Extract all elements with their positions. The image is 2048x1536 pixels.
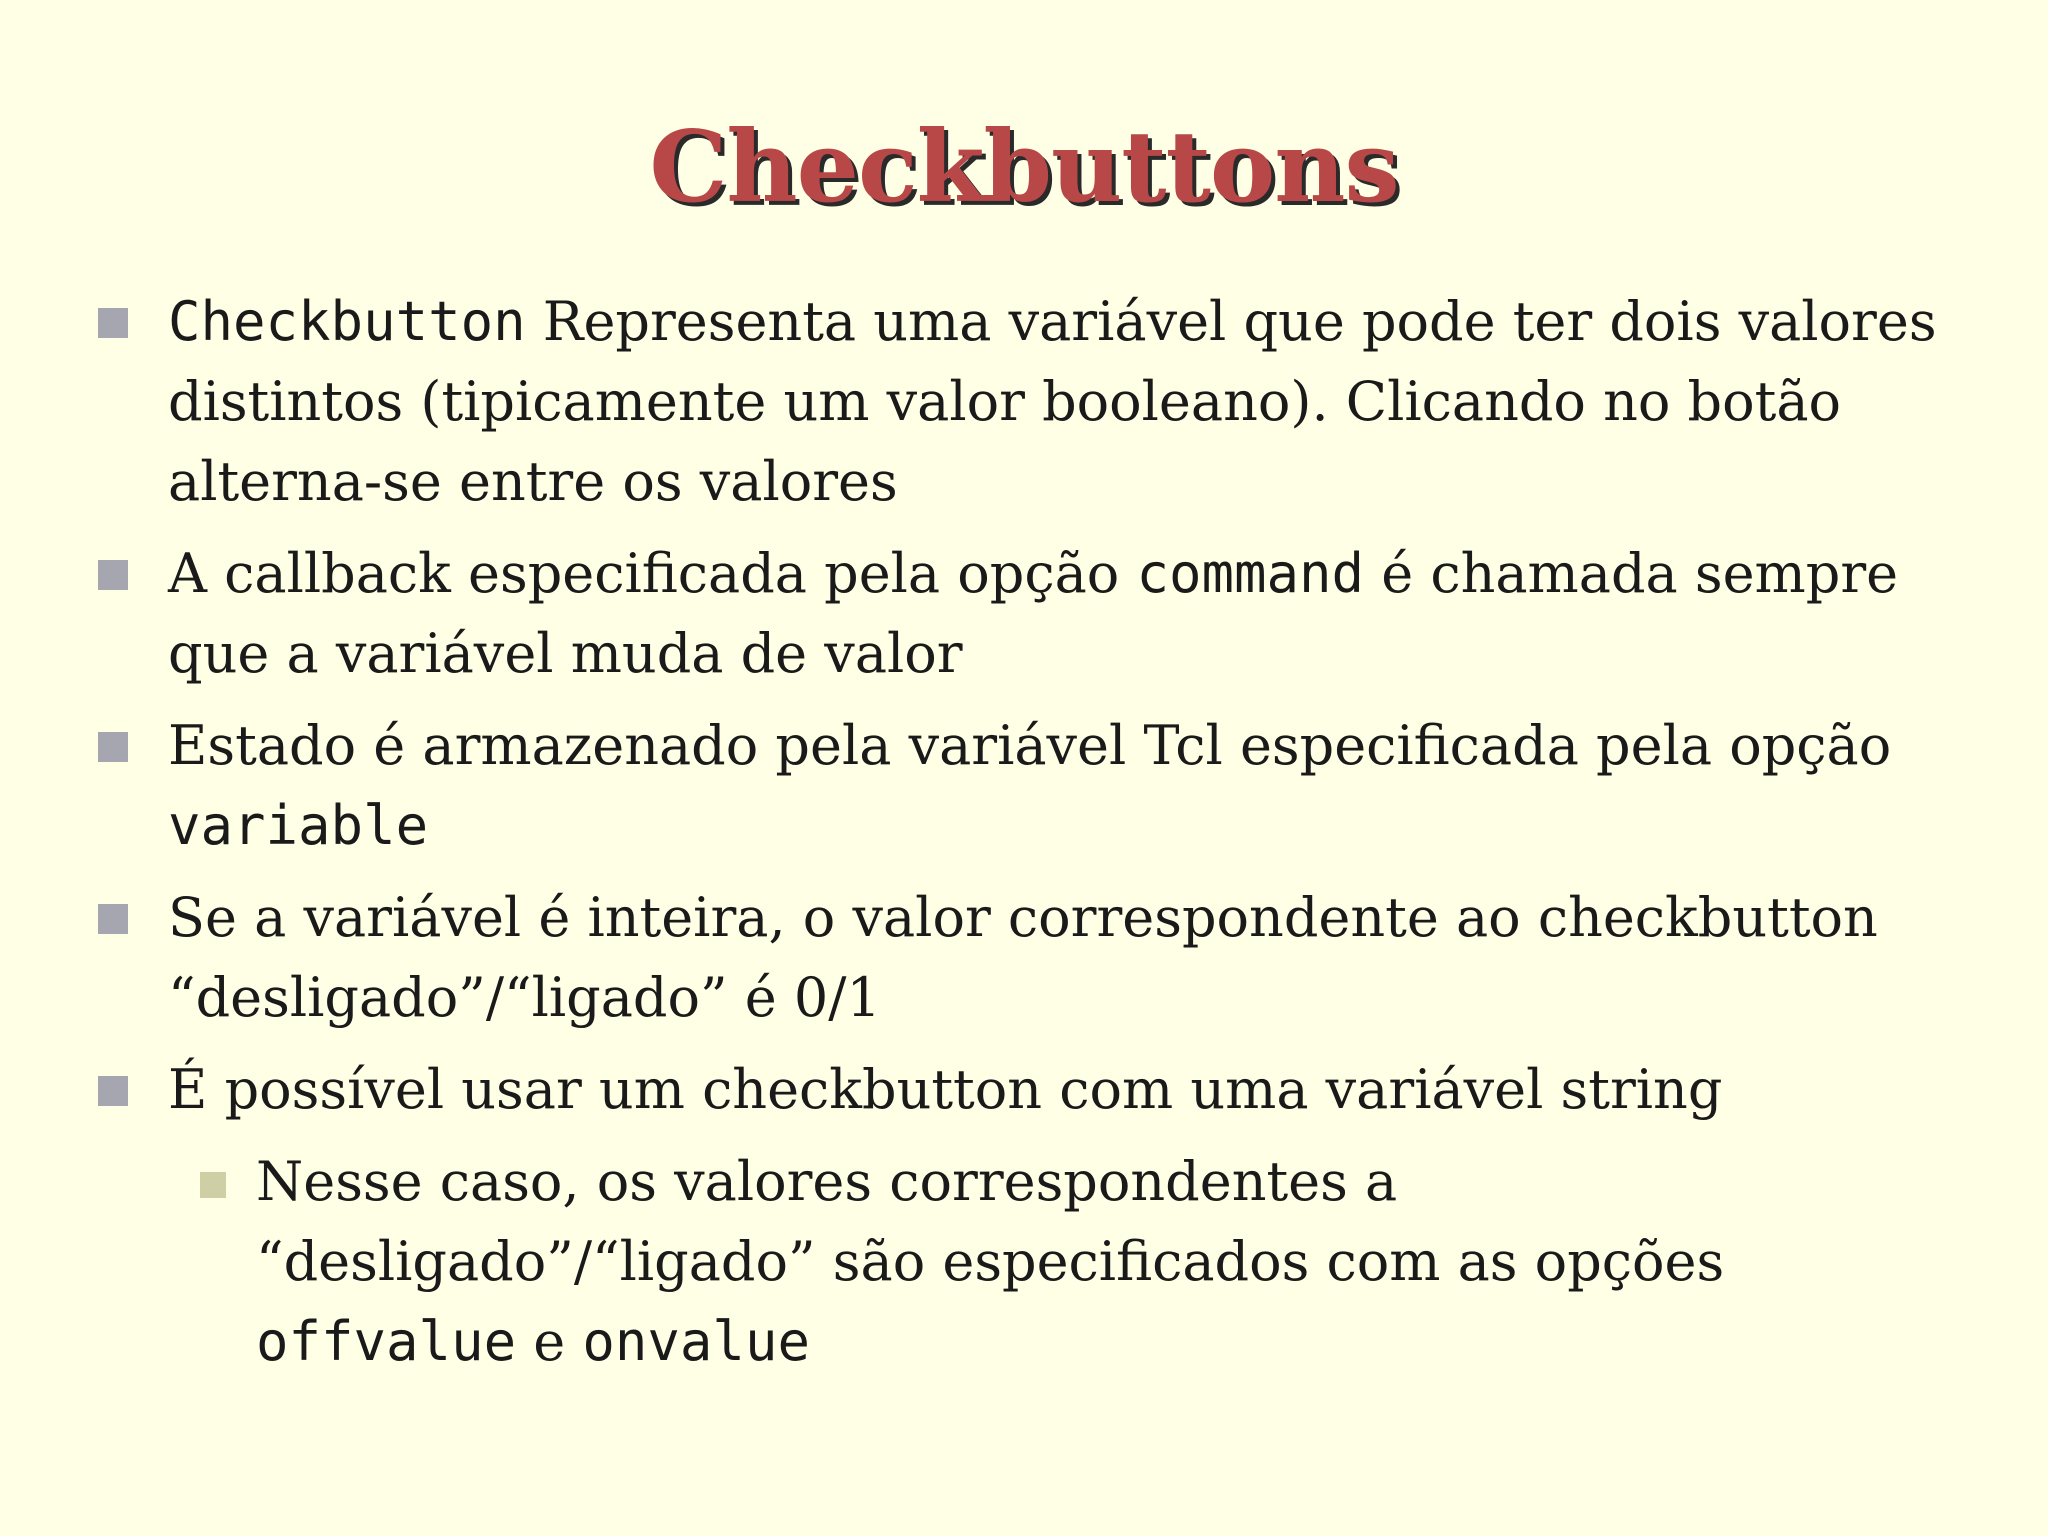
bullet-text: É possível usar um checkbutton com uma variável string: [168, 1058, 1723, 1121]
bullet-text: é chamada sempre que a variável muda de valor: [168, 542, 1899, 685]
slide-title: Checkbuttons: [649, 110, 1399, 225]
code-onvalue: onvalue: [582, 1310, 810, 1373]
code-offvalue: offvalue: [256, 1310, 517, 1373]
sub-bullet-text: Nesse caso, os valores correspondentes a “desligado”/“ligado” são especificados com as opções: [256, 1150, 1725, 1293]
square-sub-bullet-icon: [200, 1172, 226, 1198]
bullet-item: [96, 282, 1956, 522]
square-bullet-icon: [98, 904, 128, 934]
square-bullet-icon: [98, 560, 128, 590]
square-bullet-icon: [98, 308, 128, 338]
sub-bullet-item: [198, 1142, 1956, 1382]
bullet-text: Representa uma variável que pode ter dois valores distintos (tipicamente um valor booleano). Clicando no botão alterna-se entre os valores: [168, 290, 1937, 513]
bullet-item: [96, 706, 1956, 866]
bullet-list: [96, 282, 1956, 1382]
bullet-item: [96, 1050, 1956, 1130]
bullet-text: Estado é armazenado pela variável Tcl especificada pela opção: [168, 714, 1892, 777]
code-checkbutton: Checkbutton: [168, 290, 526, 353]
bullet-text: Se a variável é inteira, o valor correspondente ao checkbutton “desligado”/“ligado” é 0/1: [168, 886, 1878, 1029]
sub-bullet-text: e: [516, 1310, 583, 1373]
code-variable: variable: [168, 794, 429, 857]
bullet-item: [96, 534, 1956, 694]
square-bullet-icon: [98, 732, 128, 762]
code-command: command: [1136, 542, 1365, 605]
bullet-text: A callback especificada pela opção: [168, 542, 1137, 605]
square-bullet-icon: [98, 1076, 128, 1106]
bullet-item: [96, 878, 1956, 1038]
